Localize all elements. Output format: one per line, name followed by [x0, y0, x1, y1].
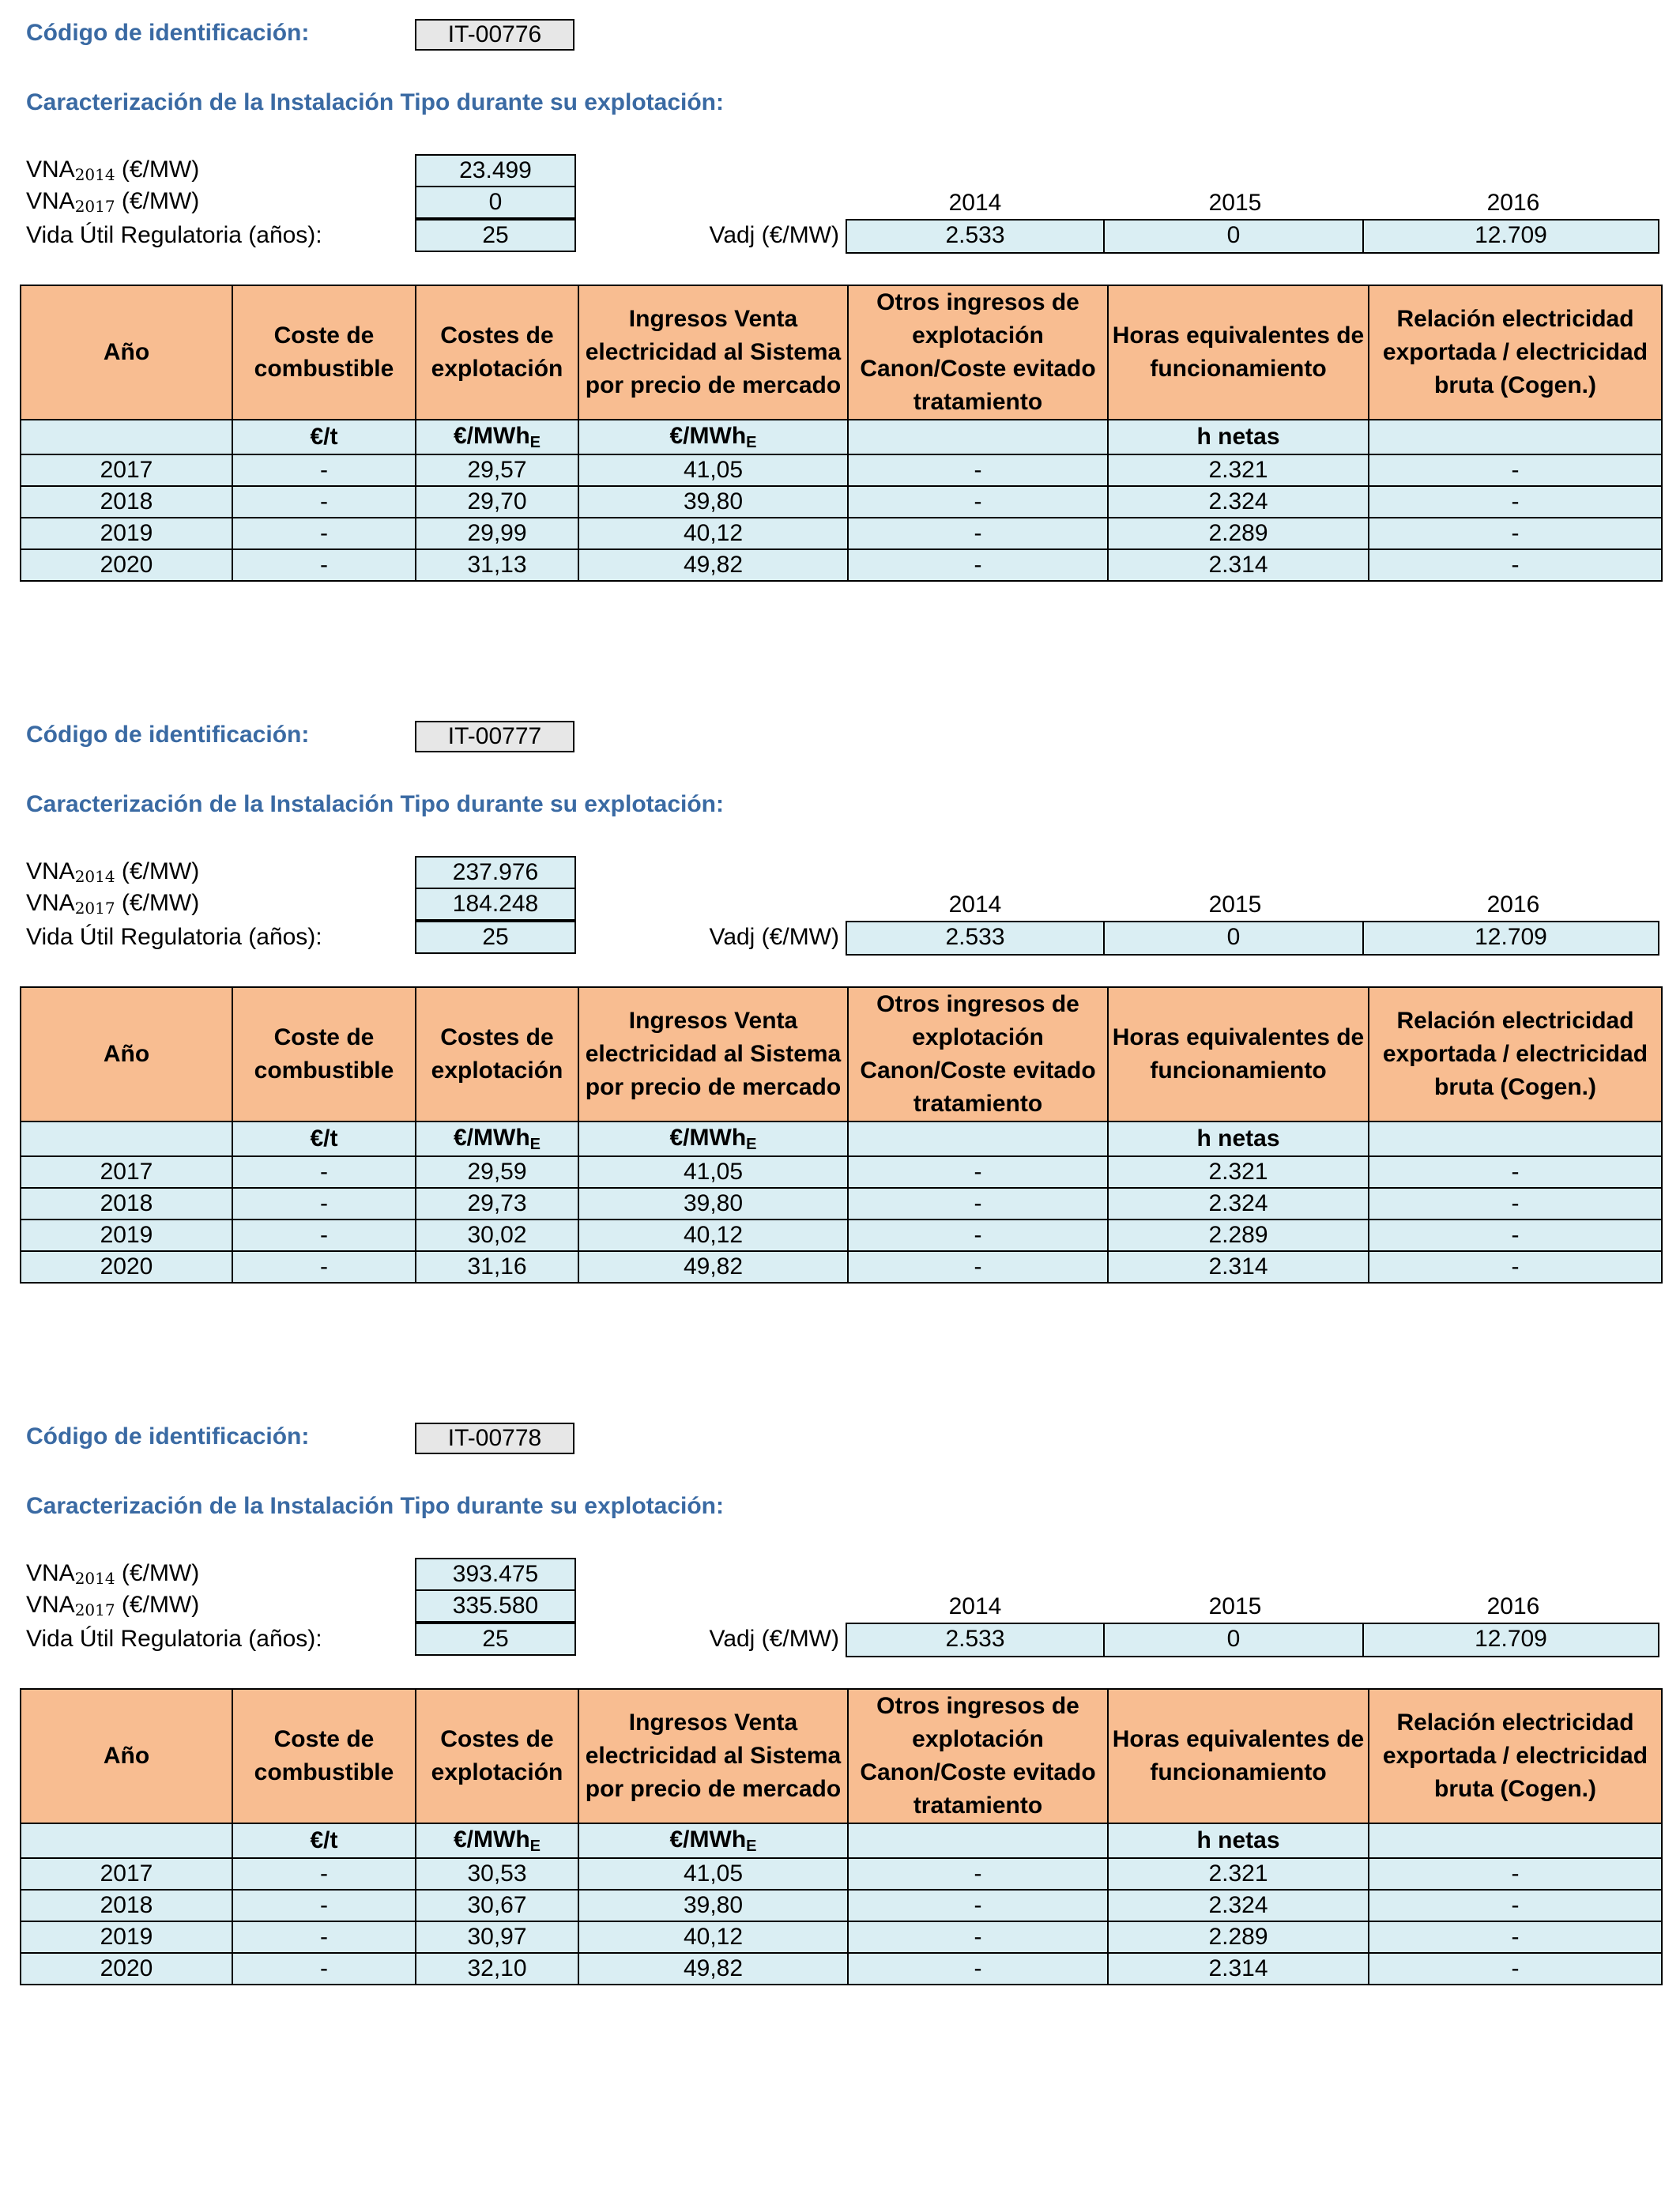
- table-cell: 2.321: [1108, 1858, 1369, 1890]
- table-cell: -: [1369, 1156, 1662, 1188]
- unit-cell: €/MWh$_E$: [416, 1823, 578, 1858]
- vida-util-label: Vida Útil Regulatoria (años):: [26, 222, 322, 248]
- caracterizacion-label: Caracterización de la Instalación Tipo durante su explotación:: [26, 1493, 724, 1519]
- table-cell: -: [1369, 1251, 1662, 1283]
- vadj-value: 0: [1103, 219, 1364, 254]
- table-cell: 2.289: [1108, 1921, 1369, 1953]
- table-cell: -: [848, 518, 1108, 549]
- table-cell: 2020: [21, 1953, 232, 1985]
- header-otros-ingresos: Otros ingresos de explotación Canon/Coste evitado tratamiento: [848, 987, 1108, 1122]
- table-cell: 2020: [21, 549, 232, 581]
- vadj-label: Vadj (€/MW): [709, 1626, 839, 1652]
- table-cell: 2019: [21, 518, 232, 549]
- table-cell: 2.324: [1108, 1188, 1369, 1220]
- table-cell: 40,12: [578, 518, 848, 549]
- table-row: [21, 454, 1662, 486]
- vadj-year-header: 2015: [1208, 892, 1262, 918]
- unit-cell: €/MWh$_E$: [416, 420, 578, 454]
- table-cell: -: [848, 1858, 1108, 1890]
- table-cell: -: [232, 1188, 416, 1220]
- table-cell: 30,02: [416, 1220, 578, 1251]
- table-row: [21, 486, 1662, 518]
- unit-cell: [1369, 420, 1662, 454]
- vna2017-label: $VNA_{2017}$ (€/MW): [26, 188, 200, 216]
- table-cell: -: [848, 1251, 1108, 1283]
- vida-util-label: Vida Útil Regulatoria (años):: [26, 924, 322, 950]
- table-header-row: [21, 987, 1662, 1122]
- unit-cell: €/t: [232, 1823, 416, 1858]
- unit-cell: €/MWh$_E$: [578, 1122, 848, 1156]
- vadj-label: Vadj (€/MW): [709, 924, 839, 950]
- table-cell: 2.289: [1108, 1220, 1369, 1251]
- vadj-value: 12.709: [1362, 921, 1659, 956]
- vadj-value: 0: [1103, 921, 1364, 956]
- vadj-year-header: 2014: [948, 1593, 1002, 1619]
- data-table: [20, 986, 1663, 1284]
- vadj-year-header: 2016: [1486, 892, 1540, 918]
- table-cell: 30,53: [416, 1858, 578, 1890]
- table-row: [21, 549, 1662, 581]
- code-box: IT-00778: [415, 1423, 574, 1454]
- table-cell: -: [232, 454, 416, 486]
- table-cell: -: [232, 1251, 416, 1283]
- table-cell: 32,10: [416, 1953, 578, 1985]
- vadj-value: 2.533: [846, 921, 1105, 956]
- table-cell: -: [848, 454, 1108, 486]
- code-box: IT-00776: [415, 19, 574, 51]
- table-cell: 2017: [21, 454, 232, 486]
- table-cell: 2.324: [1108, 1890, 1369, 1921]
- header-costes-explotacion: Costes de explotación: [416, 987, 578, 1122]
- unit-cell: [848, 1823, 1108, 1858]
- unit-cell: h netas: [1108, 1122, 1369, 1156]
- table-cell: -: [848, 1921, 1108, 1953]
- table-cell: -: [232, 486, 416, 518]
- table-cell: 2.324: [1108, 486, 1369, 518]
- vadj-value: 0: [1103, 1623, 1364, 1657]
- vna2017-label: $VNA_{2017}$ (€/MW): [26, 890, 200, 918]
- unit-cell: [21, 1823, 232, 1858]
- vadj-label: Vadj (€/MW): [709, 222, 839, 248]
- unit-cell: €/MWh$_E$: [578, 1823, 848, 1858]
- table-cell: 2.321: [1108, 1156, 1369, 1188]
- vna2014-value: 237.976: [415, 856, 576, 889]
- table-cell: 2019: [21, 1220, 232, 1251]
- header-horas-equivalentes: Horas equivalentes de funcionamiento: [1108, 1689, 1369, 1823]
- vadj-value: 12.709: [1362, 1623, 1659, 1657]
- table-cell: 31,16: [416, 1251, 578, 1283]
- table-cell: 2018: [21, 1188, 232, 1220]
- table-cell: -: [232, 1953, 416, 1985]
- header-ingresos-venta: Ingresos Venta electricidad al Sistema por precio de mercado: [578, 987, 848, 1122]
- table-cell: -: [848, 486, 1108, 518]
- table-cell: 40,12: [578, 1220, 848, 1251]
- vna2017-value: 0: [415, 186, 576, 219]
- caracterizacion-label: Caracterización de la Instalación Tipo durante su explotación:: [26, 791, 724, 817]
- vna2014-label: $VNA_{2014}$ (€/MW): [26, 1560, 200, 1588]
- table-row: [21, 1890, 1662, 1921]
- installation-block: [0, 1404, 1680, 2052]
- vadj-year-header: 2014: [948, 892, 1002, 918]
- table-cell: -: [1369, 1921, 1662, 1953]
- table-cell: -: [1369, 518, 1662, 549]
- table-cell: 2018: [21, 486, 232, 518]
- unit-cell: €/t: [232, 1122, 416, 1156]
- unit-cell: €/MWh$_E$: [416, 1122, 578, 1156]
- header-ano: Año: [21, 1689, 232, 1823]
- table-cell: 41,05: [578, 1156, 848, 1188]
- header-coste-combustible: Coste de combustible: [232, 1689, 416, 1823]
- table-cell: 30,97: [416, 1921, 578, 1953]
- header-ano: Año: [21, 987, 232, 1122]
- table-cell: -: [1369, 1188, 1662, 1220]
- vadj-year-header: 2015: [1208, 190, 1262, 216]
- table-cell: -: [232, 1858, 416, 1890]
- caracterizacion-label: Caracterización de la Instalación Tipo durante su explotación:: [26, 89, 724, 115]
- table-row: [21, 1220, 1662, 1251]
- vida-util-value: 25: [415, 219, 576, 252]
- header-ingresos-venta: Ingresos Venta electricidad al Sistema por precio de mercado: [578, 1689, 848, 1823]
- header-horas-equivalentes: Horas equivalentes de funcionamiento: [1108, 285, 1369, 420]
- table-cell: 2.314: [1108, 1251, 1369, 1283]
- table-cell: -: [232, 518, 416, 549]
- table-cell: -: [848, 549, 1108, 581]
- unit-cell: [848, 1122, 1108, 1156]
- table-cell: 29,73: [416, 1188, 578, 1220]
- table-cell: -: [232, 1890, 416, 1921]
- table-row: [21, 1953, 1662, 1985]
- header-relacion-electricidad: Relación electricidad exportada / electricidad bruta (Cogen.): [1369, 1689, 1662, 1823]
- data-table: [20, 1688, 1663, 1985]
- unit-cell: €/t: [232, 420, 416, 454]
- vna2017-value: 335.580: [415, 1589, 576, 1623]
- header-horas-equivalentes: Horas equivalentes de funcionamiento: [1108, 987, 1369, 1122]
- vna2014-value: 23.499: [415, 154, 576, 187]
- table-cell: 40,12: [578, 1921, 848, 1953]
- table-cell: -: [232, 1921, 416, 1953]
- units-row: [21, 1823, 1662, 1858]
- table-cell: 30,67: [416, 1890, 578, 1921]
- table-cell: -: [232, 1220, 416, 1251]
- header-costes-explotacion: Costes de explotación: [416, 1689, 578, 1823]
- table-cell: 49,82: [578, 1251, 848, 1283]
- vna2014-label: $VNA_{2014}$ (€/MW): [26, 156, 200, 184]
- header-relacion-electricidad: Relación electricidad exportada / electricidad bruta (Cogen.): [1369, 987, 1662, 1122]
- header-otros-ingresos: Otros ingresos de explotación Canon/Coste evitado tratamiento: [848, 1689, 1108, 1823]
- table-header-row: [21, 285, 1662, 420]
- header-coste-combustible: Coste de combustible: [232, 285, 416, 420]
- table-cell: 2.321: [1108, 454, 1369, 486]
- unit-cell: [1369, 1823, 1662, 1858]
- table-cell: -: [1369, 549, 1662, 581]
- table-cell: -: [1369, 1890, 1662, 1921]
- table-cell: -: [1369, 1220, 1662, 1251]
- table-row: [21, 518, 1662, 549]
- vadj-row: [846, 1623, 1661, 1657]
- table-cell: 39,80: [578, 1188, 848, 1220]
- codigo-label: Código de identificación:: [26, 722, 310, 748]
- header-ingresos-venta: Ingresos Venta electricidad al Sistema por precio de mercado: [578, 285, 848, 420]
- installation-block: [0, 702, 1680, 1350]
- table-cell: -: [848, 1188, 1108, 1220]
- vna2017-value: 184.248: [415, 888, 576, 921]
- unit-cell: €/MWh$_E$: [578, 420, 848, 454]
- table-cell: 29,57: [416, 454, 578, 486]
- table-cell: -: [1369, 454, 1662, 486]
- table-cell: 29,70: [416, 486, 578, 518]
- header-costes-explotacion: Costes de explotación: [416, 285, 578, 420]
- table-cell: -: [232, 1156, 416, 1188]
- vadj-year-header: 2015: [1208, 1593, 1262, 1619]
- table-cell: -: [1369, 1858, 1662, 1890]
- code-box: IT-00777: [415, 721, 574, 752]
- table-cell: 2017: [21, 1156, 232, 1188]
- unit-cell: [848, 420, 1108, 454]
- vadj-row: [846, 921, 1661, 956]
- table-cell: 49,82: [578, 549, 848, 581]
- unit-cell: h netas: [1108, 420, 1369, 454]
- vadj-year-header: 2014: [948, 190, 1002, 216]
- vna2014-value: 393.475: [415, 1558, 576, 1591]
- table-header-row: [21, 1689, 1662, 1823]
- units-row: [21, 1122, 1662, 1156]
- table-cell: 41,05: [578, 454, 848, 486]
- vida-util-value: 25: [415, 921, 576, 954]
- table-cell: -: [848, 1220, 1108, 1251]
- vna2017-label: $VNA_{2017}$ (€/MW): [26, 1592, 200, 1619]
- vna2014-label: $VNA_{2014}$ (€/MW): [26, 858, 200, 886]
- table-cell: 29,59: [416, 1156, 578, 1188]
- table-cell: 2020: [21, 1251, 232, 1283]
- header-ano: Año: [21, 285, 232, 420]
- vida-util-value: 25: [415, 1623, 576, 1656]
- table-cell: 31,13: [416, 549, 578, 581]
- table-row: [21, 1921, 1662, 1953]
- vadj-year-header: 2016: [1486, 190, 1540, 216]
- table-cell: 2.289: [1108, 518, 1369, 549]
- table-cell: -: [232, 549, 416, 581]
- vida-util-label: Vida Útil Regulatoria (años):: [26, 1626, 322, 1652]
- codigo-label: Código de identificación:: [26, 1423, 310, 1449]
- vadj-value: 2.533: [846, 219, 1105, 254]
- table-cell: 29,99: [416, 518, 578, 549]
- table-row: [21, 1188, 1662, 1220]
- vadj-row: [846, 219, 1661, 254]
- table-cell: -: [848, 1890, 1108, 1921]
- table-cell: -: [848, 1156, 1108, 1188]
- unit-cell: [21, 420, 232, 454]
- table-cell: -: [1369, 1953, 1662, 1985]
- installation-block: [0, 0, 1680, 648]
- header-coste-combustible: Coste de combustible: [232, 987, 416, 1122]
- unit-cell: h netas: [1108, 1823, 1369, 1858]
- table-row: [21, 1858, 1662, 1890]
- table-cell: 2019: [21, 1921, 232, 1953]
- codigo-label: Código de identificación:: [26, 20, 310, 46]
- vadj-value: 2.533: [846, 1623, 1105, 1657]
- data-table: [20, 285, 1663, 582]
- table-cell: 2.314: [1108, 549, 1369, 581]
- table-row: [21, 1156, 1662, 1188]
- table-cell: 2017: [21, 1858, 232, 1890]
- table-cell: -: [1369, 486, 1662, 518]
- table-cell: 2018: [21, 1890, 232, 1921]
- table-row: [21, 1251, 1662, 1283]
- table-cell: 2.314: [1108, 1953, 1369, 1985]
- vadj-year-header: 2016: [1486, 1593, 1540, 1619]
- table-cell: 39,80: [578, 486, 848, 518]
- table-cell: -: [848, 1953, 1108, 1985]
- unit-cell: [1369, 1122, 1662, 1156]
- header-otros-ingresos: Otros ingresos de explotación Canon/Coste evitado tratamiento: [848, 285, 1108, 420]
- table-cell: 49,82: [578, 1953, 848, 1985]
- units-row: [21, 420, 1662, 454]
- header-relacion-electricidad: Relación electricidad exportada / electricidad bruta (Cogen.): [1369, 285, 1662, 420]
- table-cell: 41,05: [578, 1858, 848, 1890]
- table-cell: 39,80: [578, 1890, 848, 1921]
- vadj-value: 12.709: [1362, 219, 1659, 254]
- unit-cell: [21, 1122, 232, 1156]
